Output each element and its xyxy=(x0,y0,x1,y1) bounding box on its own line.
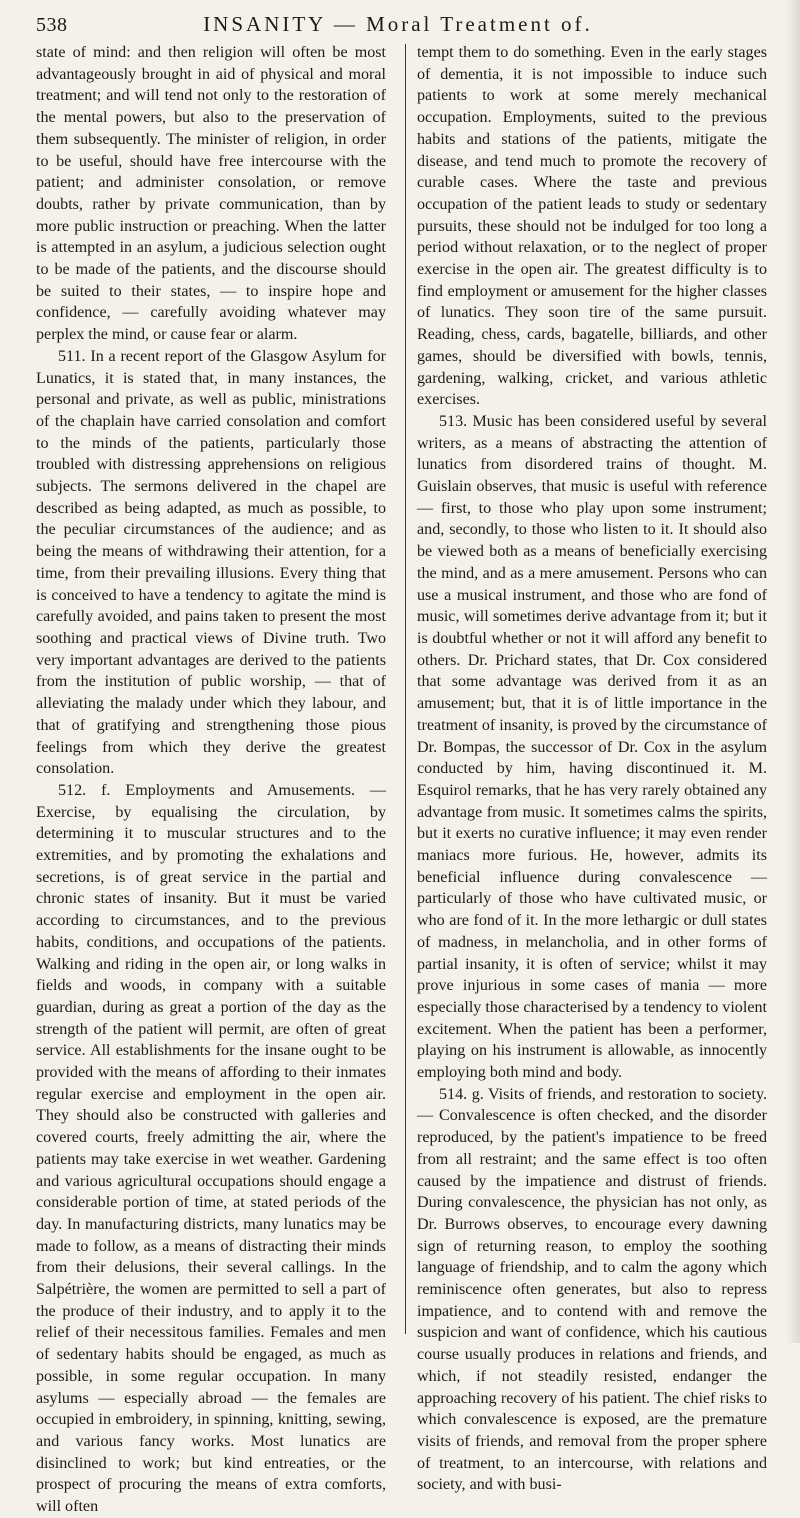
paragraph: 513. Music has been considered useful by several writers, as a means of abstracting the attention of lunatics from disordered trains of thought. M. Guislain observes, that music is useful with reference — first, to those who play upon some instrument; and, secondly, to those who listen to it. It should also be viewed both as a means of beneficially exercising the mind, and as a mere amusement. Persons who can use a musical instrument, and those who are fond of music, will sometimes derive advantage from it; but it is doubtful whether or not it will afford any benefit to others. Dr. Prichard states, that Dr. Cox considered that some advantage was derived from it as an amusement; but, that it is of little importance in the treatment of insanity, is proved by the circumstance of Dr. Bompas, the successor of Dr. Cox in the asylum conducted by him, having discontinued it. M. Esquirol remarks, that he has very rarely obtained any advantage from music. It sometimes calms the spirits, but it exerts no curative influence; it may even render maniacs more furious. He, however, admits its beneficial influence during convalescence — particularly of those who have cultivated music, or who are fond of it. In the more lethargic or dull states of madness, in melancholia, and in other forms of partial insanity, it is often of service; whilst it may prove injurious in some cases of mania — more especially those characterised by a tendency to violent excitement. When the patient has been a performer, playing on his instrument is allowable, as innocently employing both mind and body. xyxy=(417,412,767,1082)
paragraph: 511. In a recent report of the Glasgow Asylum for Lunatics, it is stated that, in many instances, the personal and private, as well as public, ministrations of the chaplain have carried consolation and comfort to the minds of the patients, particularly those troubled with distressing apprehensions on religious subjects. The sermons delivered in the chapel are described as being adapted, as much as possible, to the peculiar circumstances of the audience; and as being the means of withdrawing their attention, for a time, from their prevailing illusions. Every thing that is conceived to have a tendency to agitate the mind is carefully avoided, and pains taken to present the most soothing and practical views of Divine truth. Two very important advantages are derived to the patients from the institution of public worship, — that of alleviating the malady under which they labour, and that of gratifying and strengthening those pious feelings from which they derive the greatest consolation. xyxy=(36,347,386,778)
paragraph: tempt them to do something. Even in the early stages of dementia, it is not impossible to induce such patients to work at some merely mechanical occupation. Employments, suited to the previous habits and stations of the patients, mitigate the disease, and tend much to promote the recovery of curable cases. Where the taste and previous occupation of the patient leads to study or sedentary pursuits, these should not be indulged for too long a period without relaxation, or to the neglect of proper exercise in the open air. The greatest difficulty is to find employment or amusement for the higher classes of lunatics. They soon tire of the same pursuit. Reading, chess, cards, bagatelle, billiards, and other games, should be diversified with bowls, tennis, gardening, walking, cricket, and various athletic exercises. xyxy=(417,44,767,409)
page-number: 538 xyxy=(36,14,68,36)
paragraph: 512. f. Employments and Amusements. — Exercise, by equalising the circulation, by determining it to muscular structures and to the extremities, and by promoting the exhalations and secretions, is of great service in the partial and chronic states of insanity. But it must be varied according to circumstances, and to the previous habits, conditions, and occupations of the patients. Walking and riding in the open air, or long walks in fields and woods, in company with a suitable guardian, during as great a portion of the day as the strength of the patient will permit, are often of great service. All establishments for the insane ought to be provided with the means of affording to their inmates regular exercise and employment in the open air. They should also be constructed with galleries and covered courts, freely admitting the air, where the patients may take exercise in wet weather. Gardening and various agricultural occupations should engage a considerable portion of time, at stated periods of the day. In manufacturing districts, many lunatics may be made to follow, as a means of distracting their minds from their delusions, their several callings. In the Salpétrière, the women are permitted to sell a part of the produce of their industry, and to apply it to the relief of their necessitous families. Females and men of sedentary habits should be engaged, as much as possible, in some regular occupation. In many asylums — especially abroad — the females are occupied in embroidery, in spinning, knitting, sewing, and various fancy works. Most lunatics are disinclined to work; but kind entreaties, or the prospect of procuring the means of extra comforts, will often xyxy=(36,781,386,1516)
right-column xyxy=(417,42,767,1496)
page-header xyxy=(36,12,760,38)
running-head: INSANITY — Moral Treatment of. xyxy=(203,12,593,36)
paragraph: state of mind: and then religion will often be most advantageously brought in aid of physical and moral treatment; and will tend not only to the restoration of the mental powers, but also to the preservation of them subsequently. The minister of religion, in order to be useful, should have free intercourse with the patient; and administer consolation, or remove doubts, rather by private communication, than by more public instruction or preaching. When the latter is attempted in an asylum, a judicious selection ought to be made of the patients, and the discourse should be suited to their states, — to inspire hope and confidence, — carefully avoiding whatever may perplex the mind, or cause fear or alarm. xyxy=(36,44,386,344)
paragraph: 514. g. Visits of friends, and restoration to society. — Convalescence is often checked, and the disorder reproduced, by the patient's impatience to be freed from all restraint; and the same effect is too often caused by the impatience and distrust of friends. During convalescence, the physician has not only, as Dr. Burrows observes, to encourage every dawning sign of returning reason, to employ the soothing language of friendship, and to calm the agony which reminiscence often generates, but also to repress impatience, and to contend with and remove the suspicion and want of confidence, which his cautious course usually produces in relations and friends, and which, if not steadily resisted, endanger the approaching recovery of his patient. The chief risks to which convalescence is exposed, are the premature visits of friends, and removal from the proper sphere of treatment, to an intercourse, with relations and society, and with busi- xyxy=(417,1085,767,1494)
page-edge-shadow xyxy=(786,0,800,1343)
left-column xyxy=(36,42,386,1518)
column-divider xyxy=(405,44,406,1334)
